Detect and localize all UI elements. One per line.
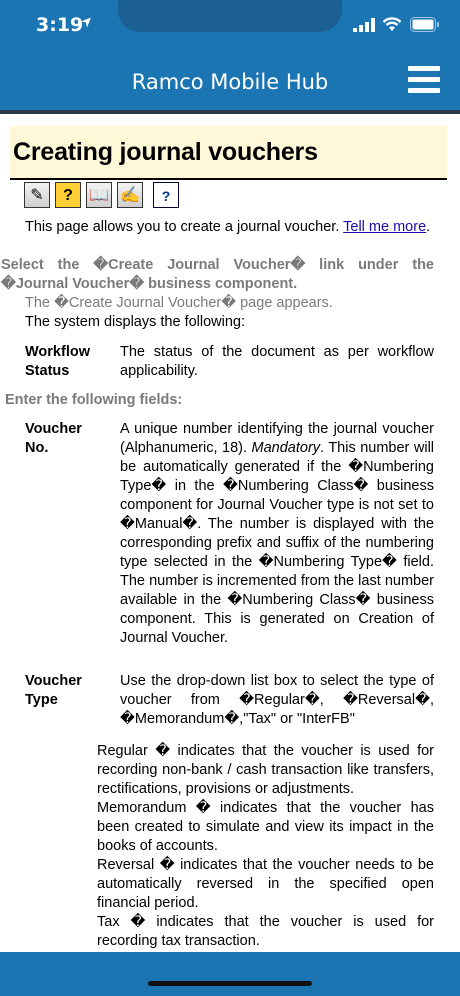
note-icon[interactable]: ✎ [24, 182, 50, 208]
voucher-no-desc [120, 420, 434, 648]
hamburger-menu-icon[interactable] [408, 66, 440, 96]
step-select-link: Select the �Create Journal Voucher� link under the �Journal Voucher� business component. [1, 257, 434, 292]
voucher-no-label: Voucher No. [25, 421, 82, 456]
app-title: Ramco Mobile Hub [131, 70, 329, 94]
intro-paragraph: This page allows you to create a journal voucher. Tell me more. [25, 219, 431, 235]
workflow-status-desc: The status of the document as per workflow applicability. [120, 344, 434, 379]
edit-icon[interactable]: ✍ [117, 182, 143, 208]
battery-icon [410, 17, 440, 32]
regular-desc: Regular � indicates that the voucher is used for recording non-bank / cash transaction like transfers, rectifications, provisions or adjustments. [97, 743, 434, 797]
reversal-desc: Reversal � indicates that the voucher needs to be automatically reversed in the specified open financial period. [97, 857, 434, 911]
page-title-banner [10, 126, 447, 180]
help-page [0, 114, 460, 950]
home-indicator[interactable] [148, 981, 312, 986]
system-displays-text: The system displays the following: [25, 314, 246, 330]
mandatory-text: Mandatory [251, 440, 321, 456]
status-bar [0, 0, 460, 52]
device-notch [118, 0, 342, 32]
wifi-icon [382, 16, 402, 32]
book-icon[interactable]: 📖 [86, 182, 112, 208]
help-toolbar [24, 182, 184, 210]
voucher-no-desc-part1: A unique number identifying the journal voucher (Alphanumeric, 18). [120, 421, 434, 456]
location-arrow-icon [80, 16, 92, 29]
status-time: 3:19 [36, 14, 84, 36]
intro-text: This page allows you to create a journal voucher. [25, 219, 340, 235]
enter-fields-heading: Enter the following fields: [5, 392, 183, 408]
voucher-type-label: Voucher Type [25, 673, 82, 708]
help-icon[interactable]: ? [55, 182, 81, 208]
memorandum-desc: Memorandum � indicates that the voucher has been created to simulate and view its impact in the books of accounts. [97, 800, 434, 854]
voucher-no-desc-part2: . This number will be automatically generated if the �Numbering Type� in the �Numbering Class� business component for Journal Voucher type is not set to �Manual�. The number is displayed with the corresponding prefix and suffix of the numbering type selected in the �Numbering Type� field. The number is incremented from the last number available in the �Numbering Class� business component. This is generated on Creation of Journal Voucher. [120, 440, 435, 646]
page-title: Creating journal vouchers [13, 138, 318, 166]
voucher-type-desc: Use the drop-down list box to select the type of voucher from �Regular�, �Reversal�, �Memorandum�,"Tax" or "InterFB" [120, 673, 434, 727]
step-result: The �Create Journal Voucher� page appears. [25, 295, 333, 311]
tell-me-more-link[interactable]: Tell me more [343, 219, 427, 235]
bottom-bar [0, 952, 460, 996]
help-frame-icon[interactable]: ? [153, 182, 179, 208]
tax-desc: Tax � indicates that the voucher is used for recording tax transaction. [97, 914, 434, 949]
cellular-signal-icon [353, 18, 375, 32]
app-header [0, 52, 460, 114]
workflow-status-label: Workflow Status [25, 344, 90, 379]
